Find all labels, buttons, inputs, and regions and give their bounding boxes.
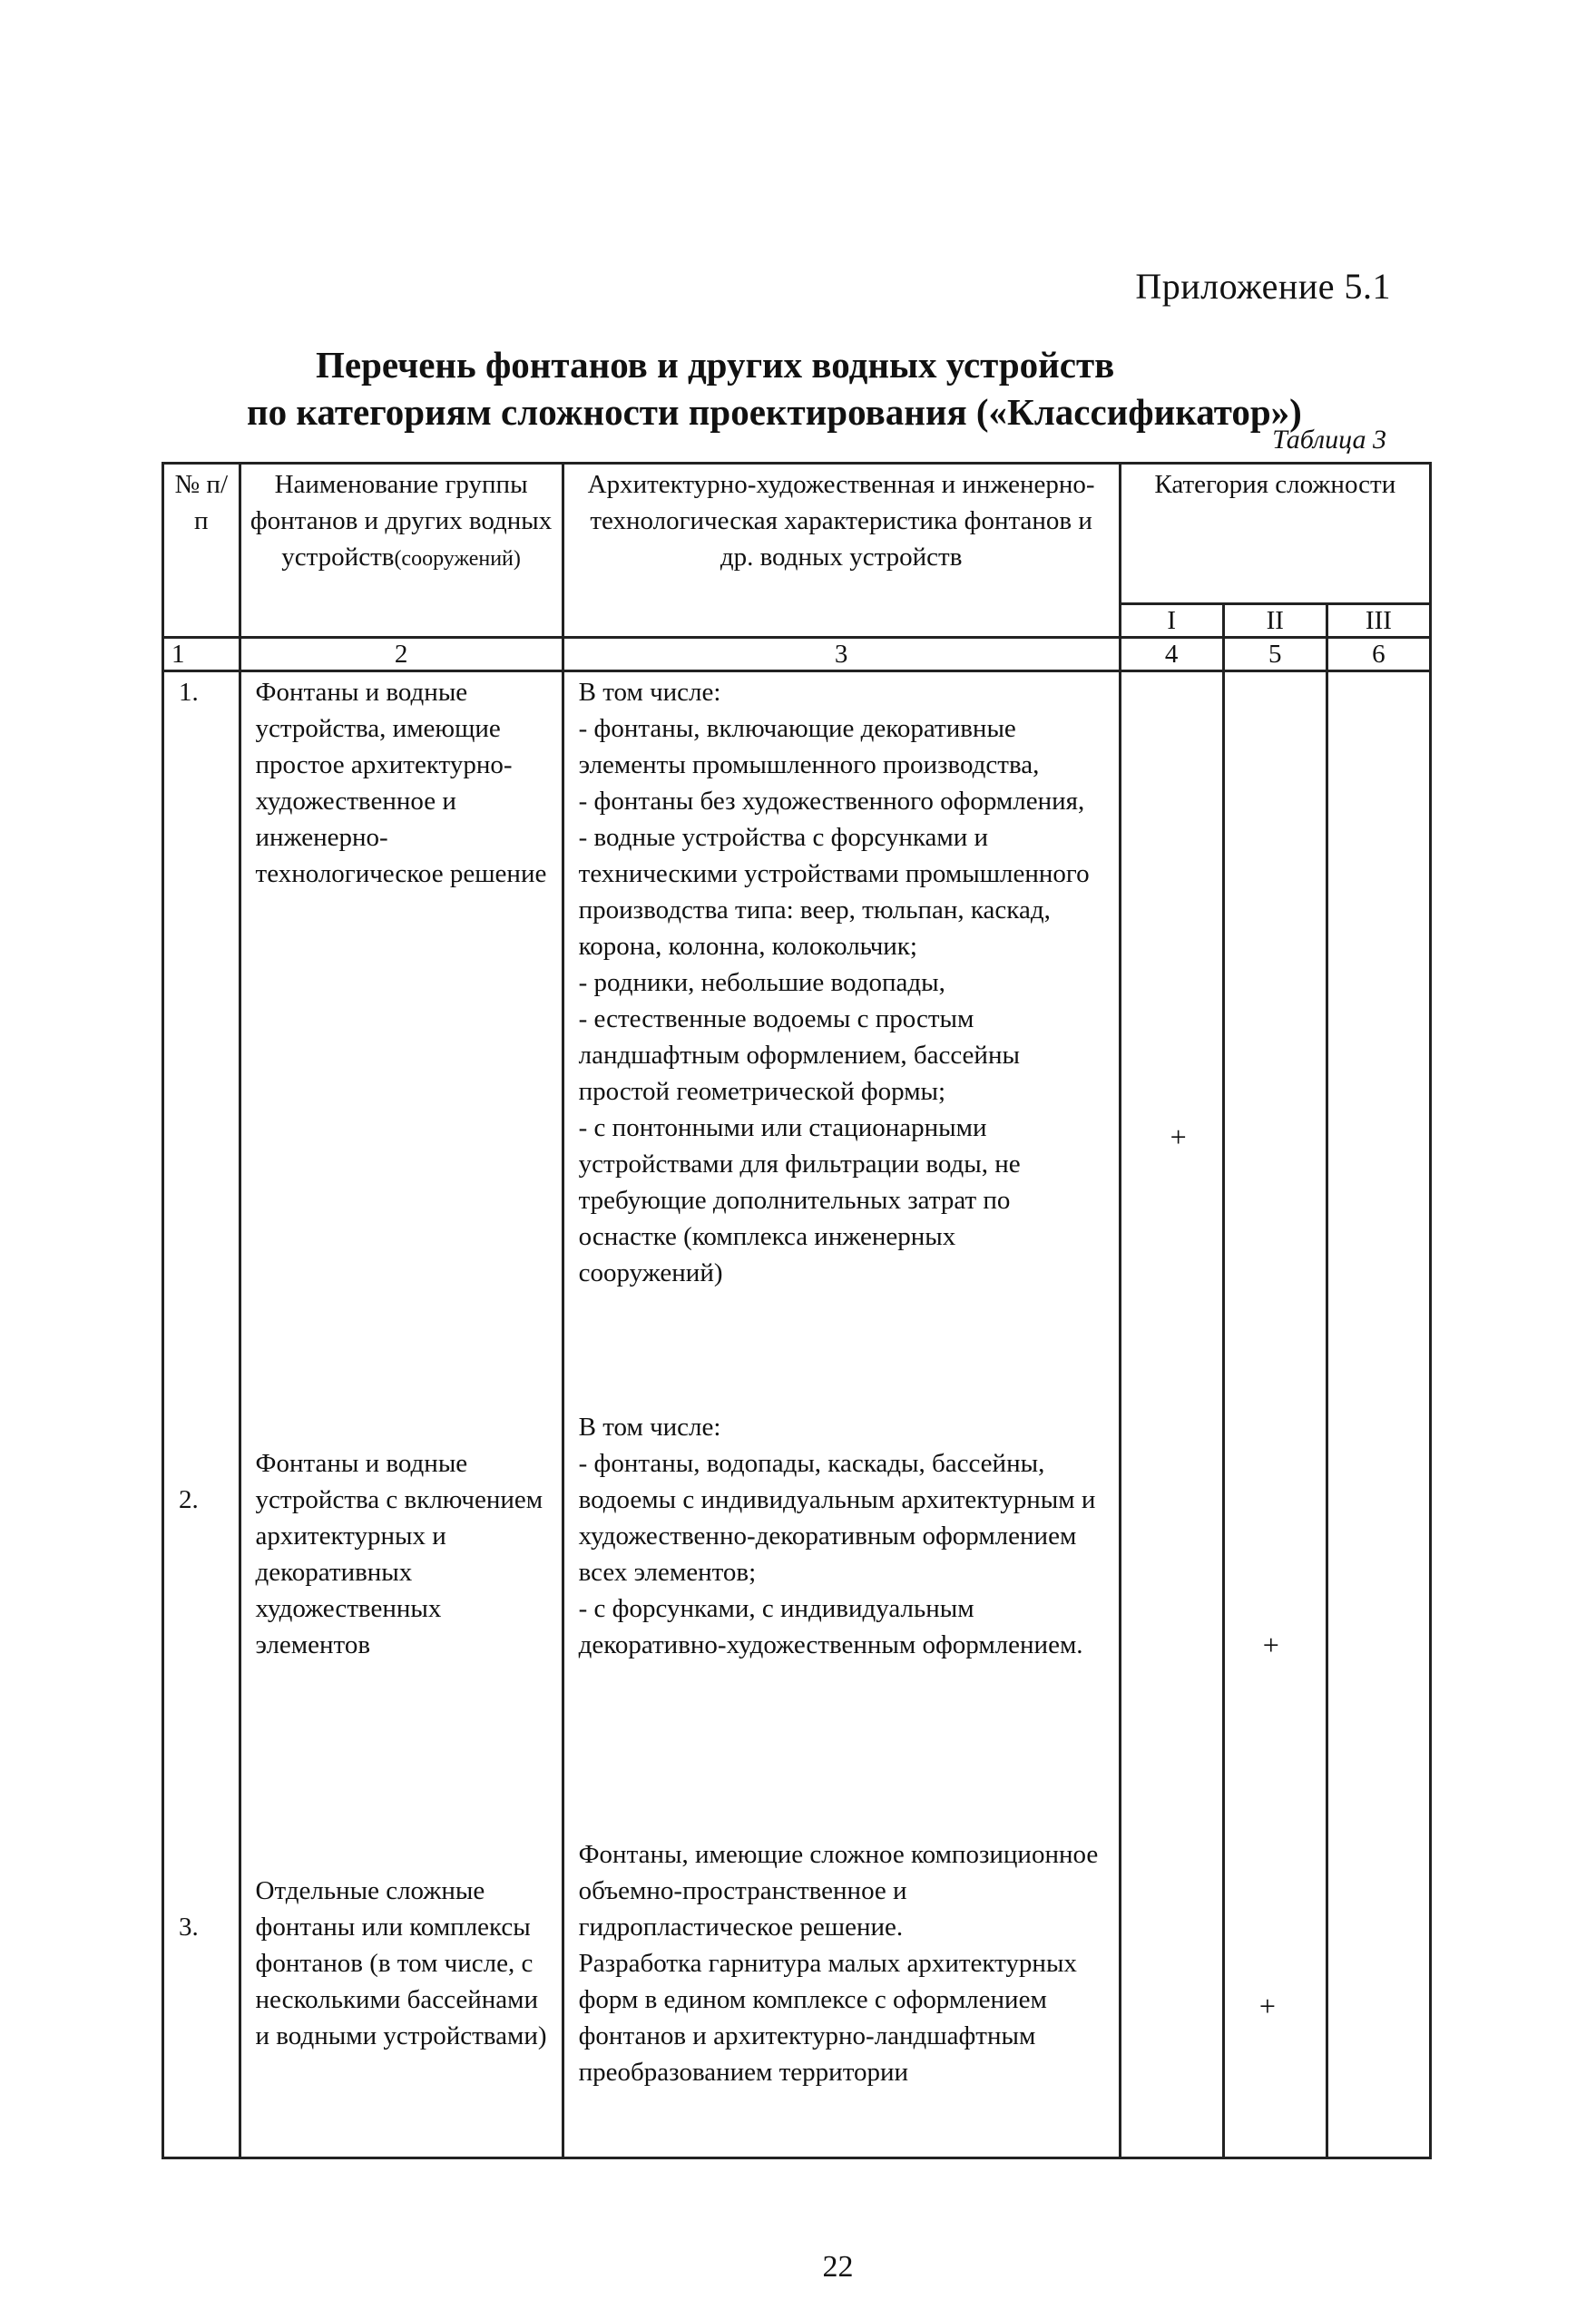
row-2-category-mark: +: [1262, 1629, 1279, 1661]
appendix-label: Приложение 5.1: [1135, 266, 1391, 307]
num-cell: [163, 671, 240, 2158]
document-title: [163, 341, 1415, 435]
row-3-num: 3.: [179, 1913, 199, 1942]
description-line: - водные устройства с форсунками и техническими устройствами промышленного производства типа: веер, тюльпан, каскад, корона, колонна, колокольчик;: [578, 823, 1090, 961]
description-line: - фонтаны, водопады, каскады, бассейны, водоемы с индивидуальным архитектурным и художественно-декоративным оформлением всех элементов;: [578, 1449, 1096, 1587]
description-line: - естественные водоемы с простым ландшафтным оформлением, бассейны простой геометрической формы;: [578, 1004, 1020, 1106]
classifier-table: [162, 462, 1432, 2159]
description-line: Разработка гарнитура малых архитектурных форм в едином комплексе с оформлением фонтанов и архитектурно-ландшафтным преобразованием территории: [578, 1949, 1077, 2087]
header-description: Архитектурно-художественная и инженерно-технологическая характеристика фонтанов и др. водных устройств: [563, 464, 1120, 638]
description-line: - фонтаны без художественного оформления,: [578, 787, 1085, 816]
category-2-cell: [1223, 671, 1327, 2158]
name-cell: [240, 671, 563, 2158]
column-number: 6: [1327, 638, 1430, 671]
row-2-description: [579, 1409, 1106, 1663]
header-name: [240, 464, 563, 638]
column-number: 4: [1120, 638, 1223, 671]
row-3-description: [579, 1836, 1106, 2090]
header-cat-3: III: [1327, 604, 1430, 638]
row-1-num: 1.: [179, 678, 199, 707]
header-num: [163, 464, 240, 638]
row-2-name: Фонтаны и водные устройства с включением архитектурных и декоративных художественных элементов: [255, 1449, 543, 1659]
description-line: В том числе:: [578, 678, 721, 707]
column-number: 2: [240, 638, 563, 671]
description-cell: [563, 671, 1120, 2158]
table-header-row: [163, 464, 1431, 604]
page-number-text: 22: [822, 2250, 854, 2284]
category-1-cell: [1120, 671, 1223, 2158]
column-number: 3: [563, 638, 1120, 671]
column-number-row: [163, 638, 1431, 671]
description-line: Фонтаны, имеющие сложное композиционное объемно-пространственное и гидропластическое решение.: [578, 1840, 1099, 1942]
header-name-text: Наименование группы фонтанов и других водных устройств: [250, 470, 553, 572]
header-name-small: (сооружений): [394, 547, 521, 571]
row-3-category-mark: +: [1258, 1990, 1276, 2022]
table-label: Таблица 3: [1272, 425, 1386, 455]
row-1-description: [579, 674, 1106, 1291]
description-line: - с понтонными или стационарными устройствами для фильтрации воды, не требующие дополнительных затрат по оснастке (комплекса инженерных сооружений): [578, 1113, 1021, 1287]
header-category: Категория сложности: [1120, 464, 1430, 604]
page-number: [0, 2250, 1596, 2285]
description-line: - с форсунками, с индивидуальным декоративно-художественным оформлением.: [578, 1594, 1083, 1659]
description-line: В том числе:: [578, 1413, 721, 1442]
table-body-row: [163, 671, 1431, 2158]
header-num-text: № п/п: [174, 470, 229, 535]
row-1-category-mark: +: [1170, 1120, 1187, 1153]
description-line: - фонтаны, включающие декоративные элементы промышленного производства,: [578, 714, 1040, 779]
title-line-1: Перечень фонтанов и других водных устройств: [316, 344, 1115, 386]
category-3-cell: [1258, 671, 1430, 2158]
row-3-name: Отдельные сложные фонтаны или комплексы фонтанов (в том числе, с несколькими бассейнами и водными устройствами): [255, 1876, 547, 2050]
row-1-name: Фонтаны и водные устройства, имеющие простое архитектурно-художественное и инженерно-технологическое решение: [255, 678, 547, 888]
header-cat-2: II: [1223, 604, 1327, 638]
description-line: - родники, небольшие водопады,: [578, 968, 945, 997]
header-cat-1: I: [1120, 604, 1223, 638]
title-line-2: по категориям сложности проектирования («Классификатор»): [247, 391, 1302, 433]
column-number: 1: [163, 638, 240, 671]
row-2-num: 2.: [179, 1485, 199, 1514]
column-number: 5: [1223, 638, 1327, 671]
